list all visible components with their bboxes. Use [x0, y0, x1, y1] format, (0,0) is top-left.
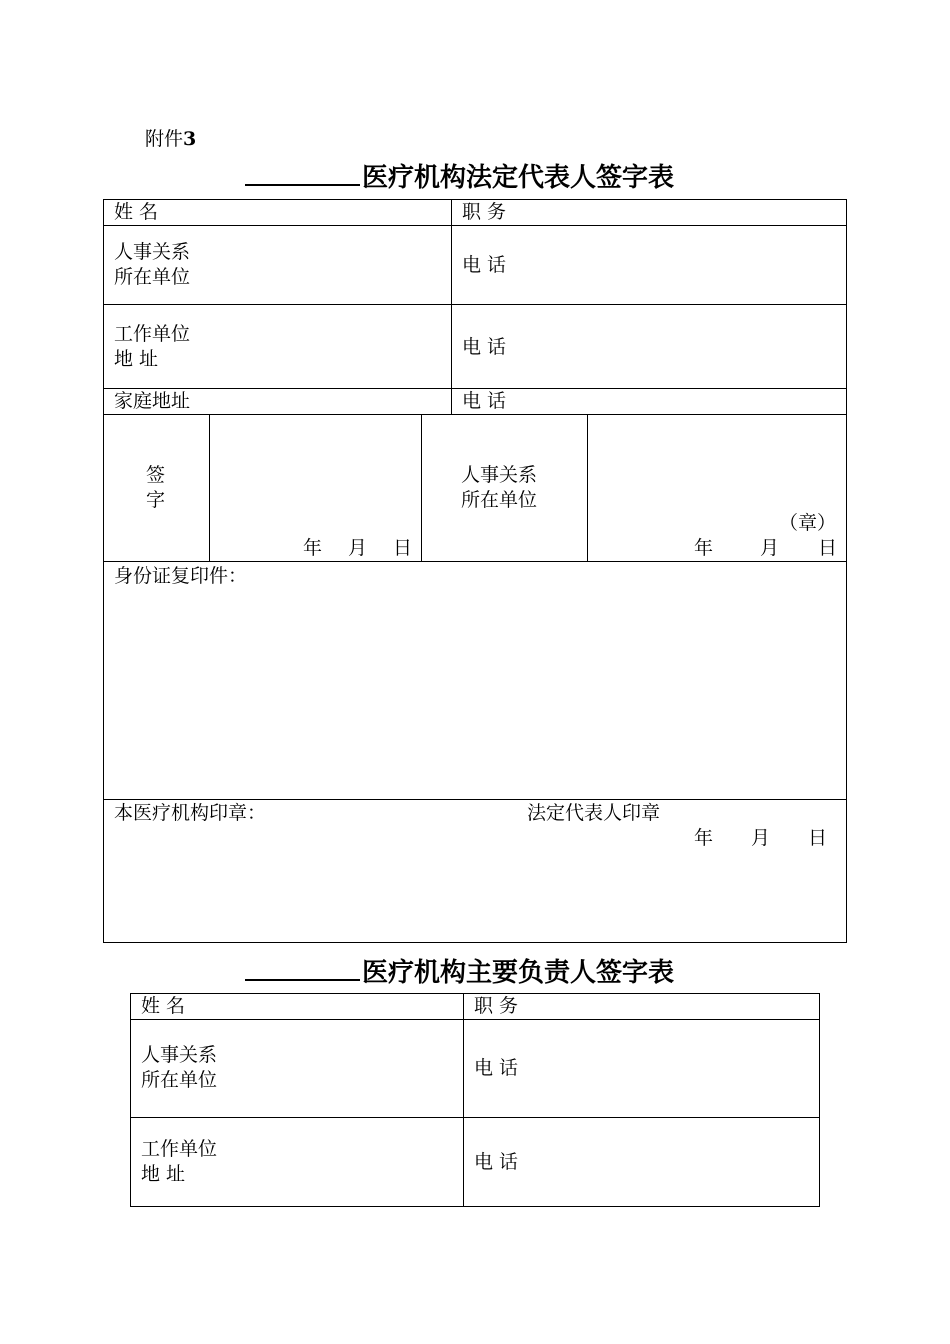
table1-border-right [846, 199, 847, 943]
table1-col-divider [587, 414, 588, 562]
table1-home-address-label: 家庭地址 [114, 390, 191, 412]
table2-personnel-unit-line2: 所在单位 [141, 1069, 218, 1091]
table2-name-label: 姓 名 [141, 995, 186, 1017]
table1-row-divider [103, 561, 847, 562]
table2-work-unit-line2: 地 址 [141, 1163, 186, 1185]
table2-border-left [130, 993, 131, 1207]
table1-work-unit-line1: 工作单位 [114, 323, 191, 345]
table1-border-bottom [103, 942, 847, 943]
table1-date-year: 年 [694, 537, 714, 559]
table1-row-divider [103, 799, 847, 800]
table1-border-left [103, 199, 104, 943]
table1-col-divider [451, 199, 452, 415]
table1-title-text: 医疗机构法定代表人签字表 [362, 163, 675, 193]
attachment-label [145, 124, 196, 151]
table1-date-month: 月 [751, 827, 771, 849]
table1-signature-line2: 字 [146, 489, 166, 511]
table1-phone-label: 电 话 [462, 254, 507, 276]
attachment-number: 3 [183, 128, 197, 150]
table1-institution-seal-label: 本医疗机构印章： [114, 802, 267, 824]
table2-work-unit-line1: 工作单位 [141, 1138, 218, 1160]
table2-phone-label: 电 话 [474, 1057, 519, 1079]
table2-position-label: 职 务 [474, 995, 519, 1017]
table1-date-month: 月 [348, 537, 368, 559]
table1-title [245, 157, 674, 194]
table2-title-blank[interactable] [245, 955, 360, 981]
table1-date-day: 日 [818, 537, 838, 559]
table1-seal-note: （章） [779, 512, 837, 534]
table1-date-day: 日 [808, 827, 828, 849]
table1-col-divider [421, 414, 422, 562]
table1-phone-label: 电 话 [462, 336, 507, 358]
table1-signature-line1: 签 [146, 464, 166, 486]
table1-personnel-unit-line1: 人事关系 [114, 241, 191, 263]
table1-name-label: 姓 名 [114, 201, 159, 223]
table1-date-day: 日 [393, 537, 413, 559]
table1-date-year: 年 [694, 827, 714, 849]
attachment-text: 附件 [145, 128, 184, 150]
table2-personnel-unit-line1: 人事关系 [141, 1044, 218, 1066]
table1-personnel-unit-line1: 人事关系 [461, 464, 538, 486]
table1-row-divider [103, 414, 847, 415]
table1-id-copy-label: 身份证复印件： [114, 565, 248, 587]
table1-personnel-unit-line2: 所在单位 [461, 489, 538, 511]
table2-col-divider [463, 993, 464, 1207]
table2-border-bottom [130, 1206, 820, 1207]
table2-border-right [819, 993, 820, 1207]
table1-phone-label: 电 话 [462, 390, 507, 412]
table1-title-blank[interactable] [245, 160, 360, 186]
table2-row-divider [130, 1019, 820, 1020]
table1-position-label: 职 务 [462, 201, 507, 223]
table1-personnel-unit-line2: 所在单位 [114, 266, 191, 288]
table1-work-unit-line2: 地 址 [114, 348, 159, 370]
table2-title [245, 952, 674, 989]
table1-legal-rep-seal-label: 法定代表人印章 [527, 802, 661, 824]
table2-phone-label: 电 话 [474, 1151, 519, 1173]
table1-date-month: 月 [760, 537, 780, 559]
table1-row-divider [103, 225, 847, 226]
table1-col-divider [209, 414, 210, 562]
table1-row-divider [103, 304, 847, 305]
table2-row-divider [130, 1117, 820, 1118]
table2-title-text: 医疗机构主要负责人签字表 [362, 958, 675, 988]
table1-date-year: 年 [303, 537, 323, 559]
